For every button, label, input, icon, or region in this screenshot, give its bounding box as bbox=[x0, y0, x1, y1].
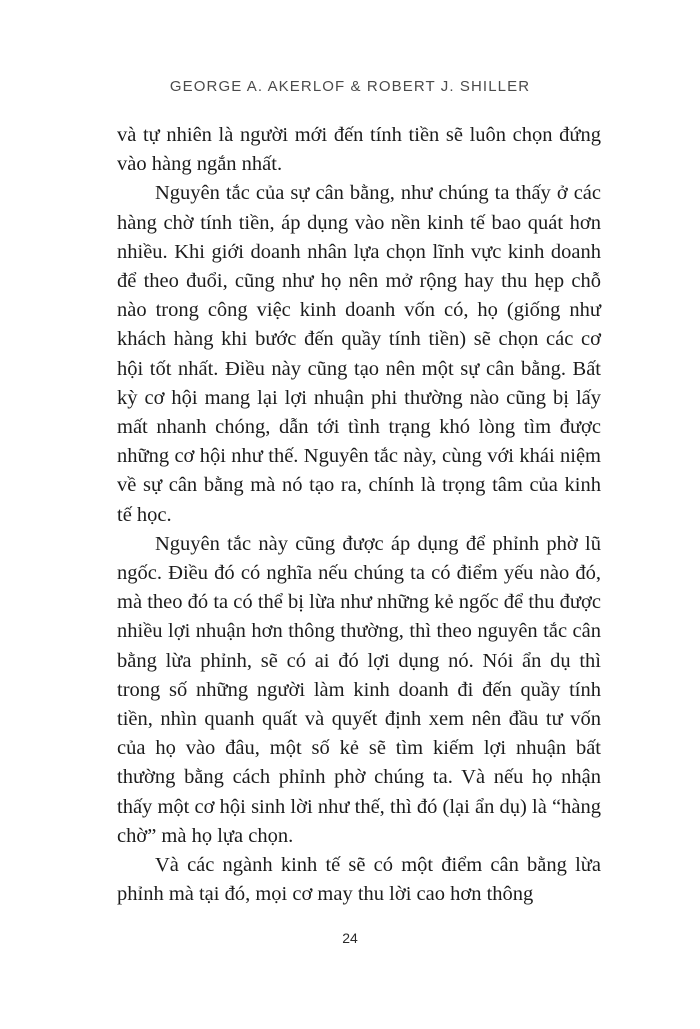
body-text bbox=[117, 121, 601, 909]
running-header: GEORGE A. AKERLOF & ROBERT J. SHILLER bbox=[169, 78, 531, 95]
paragraph: Và các ngành kinh tế sẽ có một điểm cân bằng lừa phỉnh mà tại đó, mọi cơ may thu lời cao hơn thông bbox=[117, 854, 601, 906]
paragraph-continuation: và tự nhiên là người mới đến tính tiền sẽ luôn chọn đứng vào hàng ngắn nhất. bbox=[117, 124, 601, 176]
paragraph: Nguyên tắc này cũng được áp dụng để phỉnh phờ lũ ngốc. Điều đó có nghĩa nếu chúng ta có điểm yếu nào đó, mà theo đó ta có thể bị lừa như những kẻ ngốc để thu được nhiều lợi nhuận hơn thông thường, thì theo nguyên tắc cân bằng lừa phỉnh, sẽ có ai đó lợi dụng nó. Nói ẩn dụ thì trong số những người làm kinh doanh đi đến quầy tính tiền, nhìn quanh quất và quyết định xem nên đầu tư vốn của họ vào đâu, một số kẻ sẽ tìm kiếm lợi nhuận bất thường bằng cách phỉnh phờ chúng ta. Và nếu họ nhận thấy một cơ hội sinh lời như thế, thì đó (lại ẩn dụ) là “hàng chờ” mà họ lựa chọn. bbox=[117, 532, 601, 847]
paragraph: Nguyên tắc của sự cân bằng, như chúng ta thấy ở các hàng chờ tính tiền, áp dụng vào nền kinh tế bao quát hơn nhiều. Khi giới doanh nhân lựa chọn lĩnh vực kinh doanh để theo đuổi, cũng như họ nên mở rộng hay thu hẹp chỗ nào trong công việc kinh doanh vốn có, họ (giống như khách hàng khi bước đến quầy tính tiền) sẽ chọn các cơ hội tốt nhất. Điều này cũng tạo nên một sự cân bằng. Bất kỳ cơ hội mang lại lợi nhuận phi thường nào cũng bị lấy mất nhanh chóng, dẫn tới tình trạng khó lòng tìm được những cơ hội như thế. Nguyên tắc này, cùng với khái niệm về sự cân bằng mà nó tạo ra, chính là trọng tâm của kinh tế học. bbox=[117, 182, 601, 526]
page-number: 24 bbox=[342, 930, 358, 946]
